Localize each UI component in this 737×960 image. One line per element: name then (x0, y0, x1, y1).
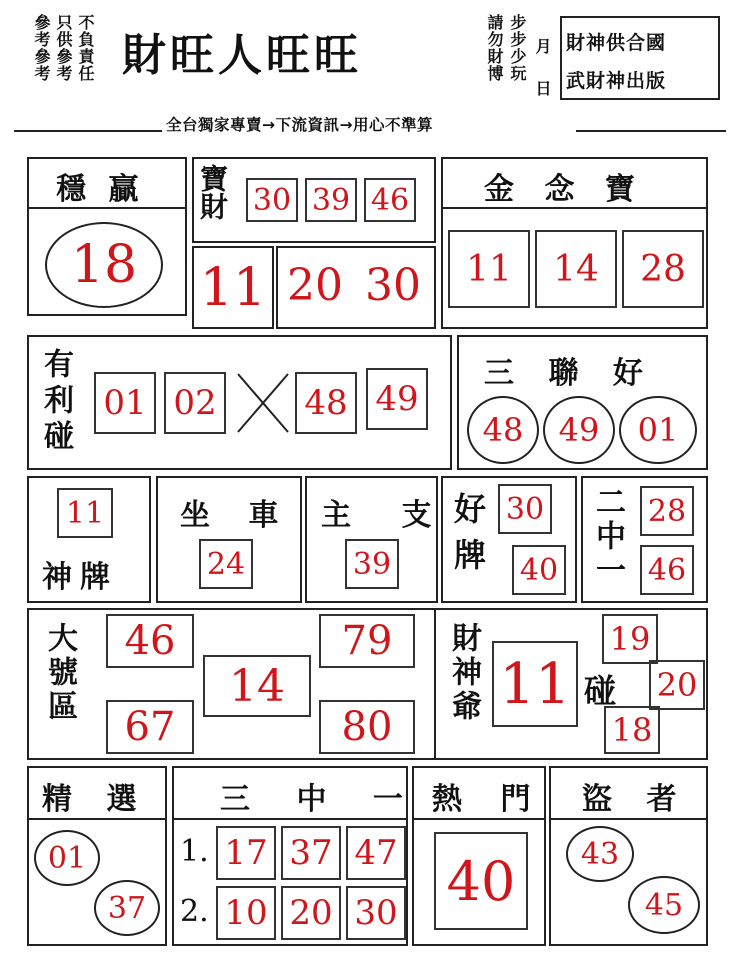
sanlianhao-number-2: 49 (543, 396, 615, 464)
tagline: 全台獨家專賣→下流資訊→用心不準算 (166, 116, 433, 134)
baocai-big-number: 11 (199, 257, 267, 318)
publisher-line1: 財神供合國 (566, 32, 667, 54)
daozhe-label: 盜 者 (582, 782, 689, 817)
sanzhongyi-row1-label: 1. (180, 834, 209, 869)
dahaoqu-right-2: 80 (319, 700, 415, 754)
jinnianbao-number-2: 14 (535, 230, 617, 308)
erzhongyi-number-1: 28 (640, 486, 694, 536)
caishenye-peng-3: 18 (604, 706, 660, 754)
wenying-number: 18 (45, 222, 163, 308)
remen-label: 熱 門 (432, 782, 545, 817)
sanlianhao-label: 三 聯 好 (484, 356, 655, 391)
jinnianbao-label: 金 念 寶 (484, 172, 645, 207)
sanzhongyi-divider (172, 818, 408, 820)
zhuzhi-number: 39 (345, 539, 399, 589)
publisher-line2: 武財神出版 (566, 70, 667, 92)
advice-col2: 步步少玩 (508, 14, 527, 82)
youlipeng-right-1: 48 (295, 372, 357, 434)
sanzhongyi-label: 三 中 一 (220, 782, 421, 817)
dahaoqu-center: 14 (203, 655, 311, 717)
zuoche-number: 24 (199, 539, 253, 589)
sanzhongyi-row1-1: 17 (216, 826, 276, 880)
caishenye-peng-2: 20 (649, 660, 705, 710)
erzhongyi-label: 二中一 (590, 486, 625, 588)
baocai-number-3: 46 (364, 178, 416, 222)
sanzhongyi-row2-1: 10 (216, 886, 276, 940)
zhuzhi-label: 主 支 (321, 498, 452, 533)
notice-col1: 只供參考 (54, 14, 73, 82)
youlipeng-left-2: 02 (164, 372, 226, 434)
shenpai-label: 神牌 (42, 560, 118, 595)
dahaoqu-left-2: 67 (106, 700, 194, 754)
caishenye-label: 財神爺 (446, 622, 481, 724)
advice-col1: 請勿財博 (485, 14, 504, 82)
jingxuan-label: 精 選 (42, 782, 149, 817)
youlipeng-left-1: 01 (94, 372, 156, 434)
page-title: 財旺人旺旺 (122, 30, 362, 81)
jingxuan-number-2: 37 (94, 880, 160, 936)
haopai-number-1: 30 (498, 484, 552, 534)
dahaoqu-left-1: 46 (106, 614, 194, 668)
youlipeng-label: 有利碰 (38, 348, 73, 456)
jingxuan-number-1: 01 (34, 830, 100, 886)
wenying-label: 穩 贏 (56, 172, 145, 207)
caishenye-peng-label: 碰 (584, 672, 617, 710)
tagline-rule-right (576, 130, 726, 132)
caishenye-peng-1: 19 (602, 614, 658, 664)
baocai-label: 寶財 (196, 164, 229, 220)
sanzhongyi-row2-2: 20 (281, 886, 341, 940)
notice-col3: 不負責任 (76, 14, 95, 82)
dahaoqu-right-1: 79 (319, 614, 415, 668)
daozhe-number-1: 43 (566, 826, 634, 882)
caishenye-number: 11 (492, 641, 578, 727)
daozhe-divider (549, 818, 708, 820)
jinnianbao-number-1: 11 (448, 230, 530, 308)
tagline-rule-left (14, 130, 162, 132)
jingxuan-divider (27, 818, 167, 820)
dahaoqu-divider (434, 608, 436, 760)
notice-col2: 參考參考 (32, 14, 51, 82)
sanzhongyi-row2-label: 2. (180, 894, 209, 929)
haopai-number-2: 40 (512, 545, 566, 595)
haopai-label: 好牌 (449, 492, 487, 584)
sanlianhao-number-1: 48 (467, 396, 539, 464)
shenpai-number: 11 (57, 488, 113, 538)
remen-number: 40 (434, 832, 528, 930)
sanzhongyi-row2-3: 30 (346, 886, 406, 940)
jinnianbao-number-3: 28 (622, 230, 704, 308)
dahaoqu-label: 大號區 (42, 622, 77, 724)
baocai-number-1: 30 (246, 178, 298, 222)
sanzhongyi-row1-3: 47 (346, 826, 406, 880)
zuoche-label: 坐 車 (180, 498, 293, 533)
youlipeng-right-2: 49 (366, 368, 428, 430)
baocai-pair-number-1: 20 (287, 259, 343, 311)
month-day: 月日 (533, 38, 552, 122)
daozhe-number-2: 45 (628, 876, 700, 934)
sanlianhao-number-3: 01 (619, 396, 697, 464)
cross-icon (234, 372, 292, 434)
remen-divider (412, 818, 546, 820)
baocai-number-2: 39 (305, 178, 357, 222)
erzhongyi-number-2: 46 (640, 545, 694, 595)
sanzhongyi-row1-2: 37 (281, 826, 341, 880)
baocai-pair-number-2: 30 (365, 259, 421, 311)
